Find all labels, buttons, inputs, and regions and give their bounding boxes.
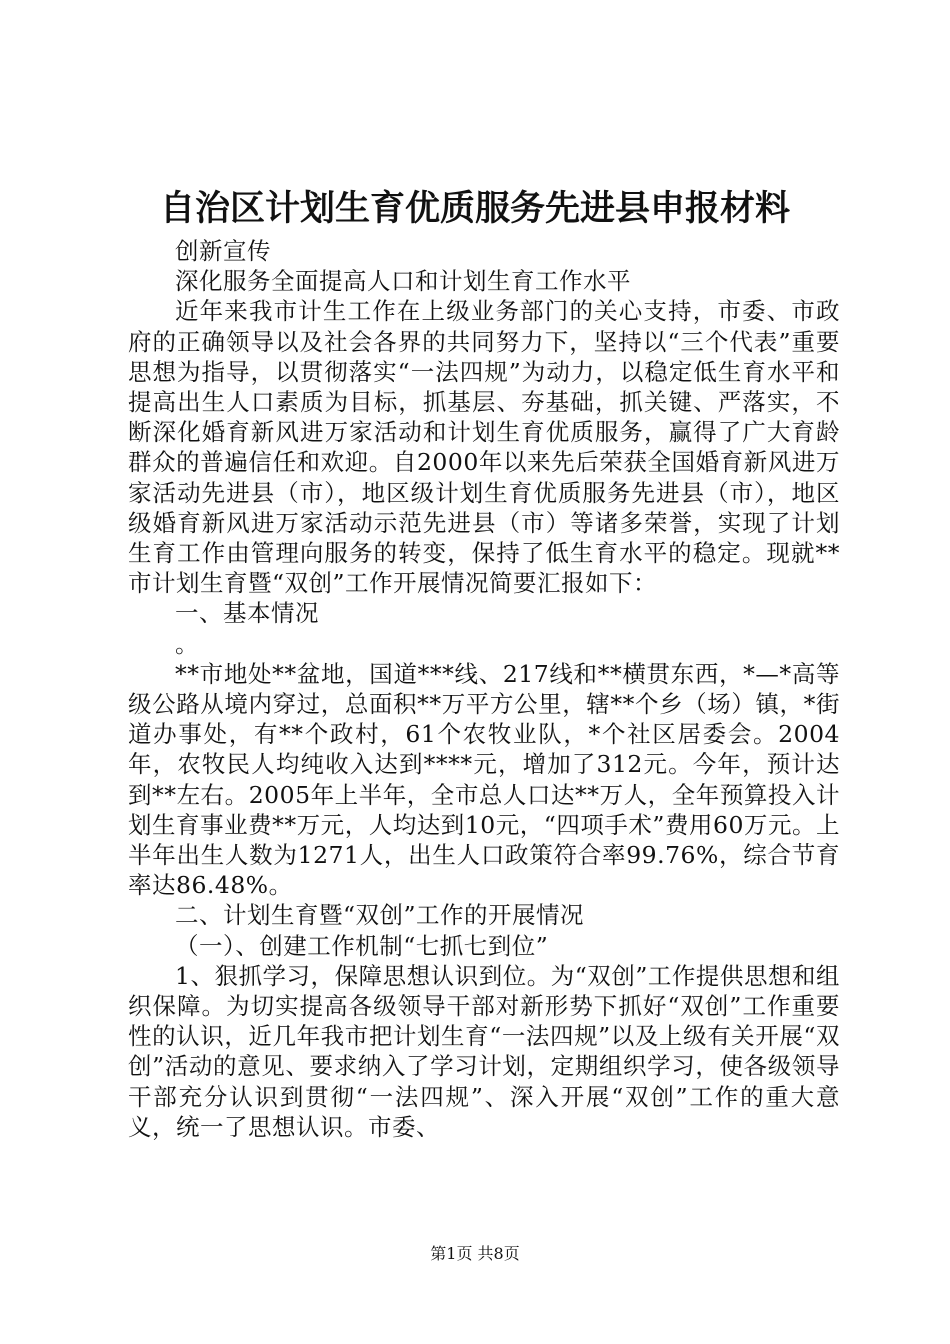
document-body	[128, 236, 840, 1142]
section-heading-basic: 一、基本情况	[175, 599, 319, 628]
paragraph-basic-info: **市地处**盆地，国道***线、217线和**横贯东西，*—*高等级公路从境内穿过，总面积**万平方公里，辖**个乡（场）镇，*街道办事处，有**个政村，61个农牧业队，*个社区居委会。2004年，农牧民人均纯收入达到****元，增加了312元。今年，预计达到**左右。2005年上半年，全市总人口达**万人，全年预算投入计划生育事业费**万元，人均达到10元，“四项手术”费用60万元。上半年出生人数为1271人，出生人口政策符合率99.76%，综合节育率达86.48%。	[128, 659, 840, 900]
paragraph-subtitle-2: 深化服务全面提高人口和计划生育工作水平	[175, 267, 631, 296]
paragraph-mark: 。	[175, 629, 199, 658]
subsection-heading-mechanism: （一）、创建工作机制“七抓七到位”	[175, 931, 549, 960]
document-title: 自治区计划生育优质服务先进县申报材料	[159, 189, 790, 229]
paragraph-subtitle-1: 创新宣传	[175, 237, 271, 265]
paragraph-intro: 近年来我市计生工作在上级业务部门的关心支持，市委、市政府的正确领导以及社会各界的共同努力下，坚持以“三个代表”重要思想为指导，以贯彻落实“一法四规”为动力，以稳定低生育水平和提高出生人口素质为目标，抓基层、夯基础，抓关键、严落实，不断深化婚育新风进万家活动和计划生育优质服务，赢得了广大育龄群众的普遍信任和欢迎。自2000年以来先后荣获全国婚育新风进万家活动先进县（市），地区级计划生育优质服务先进县（市），地区级婚育新风进万家活动示范先进县（市）等诸多荣誉，实现了计划生育工作由管理向服务的转变，保持了低生育水平的稳定。现就**市计划生育暨“双创”工作开展情况简要汇报如下：	[128, 297, 840, 598]
section-heading-progress: 二、计划生育暨“双创”工作的开展情况	[175, 901, 585, 930]
paragraph-study: 1、狠抓学习，保障思想认识到位。为“双创”工作提供思想和组织保障。为切实提高各级领导干部对新形势下抓好“双创”工作重要性的认识，近几年我市把计划生育“一法四规”以及上级有关开展“双创”活动的意见、要求纳入了学习计划，定期组织学习，使各级领导干部充分认识到贯彻“一法四规”、深入开展“双创”工作的重大意义，统一了思想认识。市委、	[128, 961, 840, 1141]
page-footer: 第1页 共8页	[430, 1244, 520, 1263]
